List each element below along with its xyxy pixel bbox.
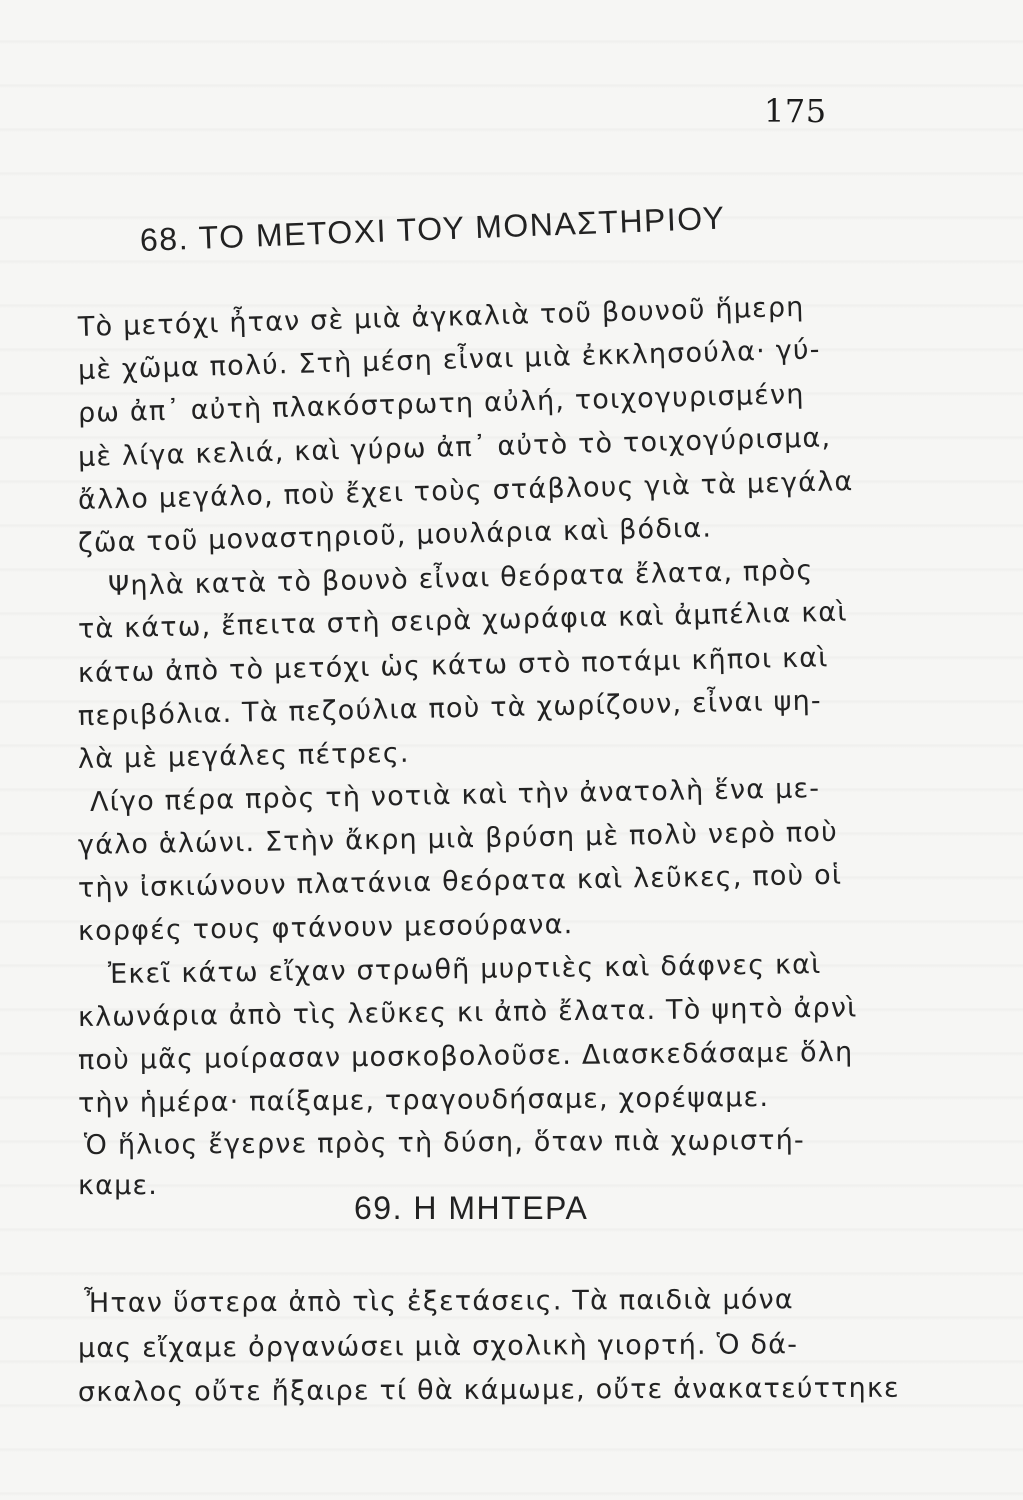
text-line: κάτω ἀπὸ τὸ μετόχι ὡς κάτω στὸ ποτάμι κῆποι καὶ <box>77 642 829 689</box>
text-line: Τὸ μετόχι ἦταν σὲ μιὰ ἀγκαλιὰ τοῦ βουνοῦ ἥμερη <box>77 291 805 343</box>
text-line: καμε. <box>78 1170 159 1201</box>
text-line: ζῶα τοῦ μοναστηριοῦ, μουλάρια καὶ βόδια. <box>77 512 713 559</box>
text-line: μὲ χῶμα πολύ. Στὴ μέση εἶναι μιὰ ἐκκλησούλα· γύ- <box>77 334 822 386</box>
text-line: Λίγο πέρα πρὸς τὴ νοτιὰ καὶ τὴν ἀνατολὴ ἕνα με- <box>89 772 821 818</box>
text-line: τὴν ἡμέρα· παίξαμε, τραγουδήσαμε, χορέψαμε. <box>77 1081 770 1119</box>
text-line: Ψηλὰ κατὰ τὸ βουνὸ εἶναι θεόρατα ἔλατα, πρὸς <box>107 554 814 602</box>
text-line: τὰ κάτω, ἔπειτα στὴ σειρὰ χωράφια καὶ ἀμπέλια καὶ <box>77 596 849 645</box>
section-69-heading: 69. Η ΜΗΤΕΡΑ <box>354 1190 589 1226</box>
text-line: λὰ μὲ μεγάλες πέτρες. <box>77 737 410 775</box>
text-line: ρω ἀπ᾿ αὐτὴ πλακόστρωτη αὐλή, τοιχογυρισμένη <box>77 378 805 429</box>
text-line: μὲ λίγα κελιά, καὶ γύρω ἀπ᾿ αὐτὸ τὸ τοιχογύρισμα, <box>77 422 832 473</box>
text-line: γάλο ἁλώνι. Στὴν ἄκρη μιὰ βρύση μὲ πολὺ νερὸ ποὺ <box>77 816 839 861</box>
text-line: Ὁ ἥλιος ἔγερνε πρὸς τὴ δύση, ὅταν πιὰ χωριστή- <box>83 1124 806 1161</box>
text-line: Ἦταν ὕστερα ἀπὸ τὶς ἐξετάσεις. Τὰ παιδιὰ μόνα <box>83 1284 794 1319</box>
text-line: μας εἴχαμε ὀργανώσει μιὰ σχολικὴ γιορτή. Ὁ δά- <box>77 1329 799 1364</box>
text-line: σκαλος οὔτε ἤξαιρε τί θὰ κάμωμε, οὔτε ἀνακατεύττηκε <box>77 1372 900 1408</box>
text-line: ποὺ μᾶς μοίρασαν μοσκοβολοῦσε. Διασκεδάσαμε ὅλη <box>77 1036 854 1076</box>
text-line: τὴν ἰσκιώνουν πλατάνια θεόρατα καὶ λεῦκες, ποὺ οἱ <box>77 859 843 904</box>
text-line: κορφές τους φτάνουν μεσούρανα. <box>77 909 574 947</box>
text-line: περιβόλια. Τὰ πεζούλια ποὺ τὰ χωρίζουν, εἶναι ψη- <box>77 685 823 732</box>
page-number: 175 <box>764 92 827 130</box>
text-line: κλωνάρια ἀπὸ τὶς λεῦκες κι ἀπὸ ἔλατα. Τὸ ψητὸ ἀρνὶ <box>77 992 858 1033</box>
section-68-heading: 68. ΤΟ ΜΕΤΟΧΙ ΤΟΥ ΜΟΝΑΣΤΗΡΙΟΥ <box>139 199 727 258</box>
text-line: ἄλλο μεγάλο, ποὺ ἔχει τοὺς στάβλους γιὰ τὰ μεγάλα <box>77 466 854 516</box>
text-line: Ἐκεῖ κάτω εἴχαν στρωθῆ μυρτιὲς καὶ δάφνες καὶ <box>107 949 822 990</box>
